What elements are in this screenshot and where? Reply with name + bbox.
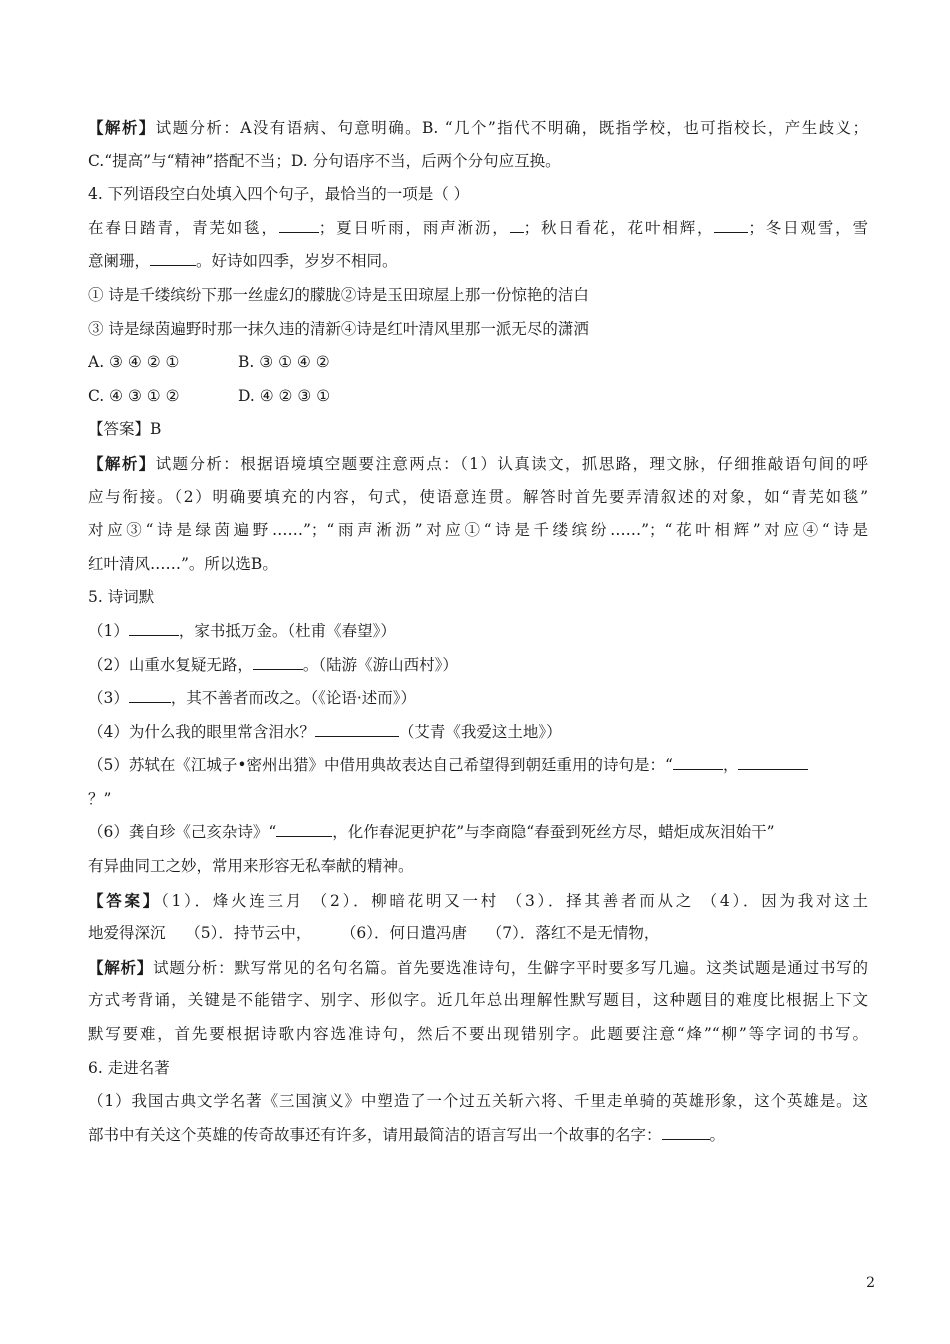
q5-item-1: （1） ，家书抵万金。（杜甫《春望》） (88, 615, 868, 649)
answer-blank (738, 754, 808, 771)
answer-blank (129, 687, 171, 704)
analysis-label: 【解析】 (88, 453, 156, 473)
q3-analysis-line-2: C.“提高”与“精神”搭配不当；D. 分句语序不当，后两个分句应互换。 (88, 151, 561, 170)
answer-blank (129, 619, 179, 636)
q5-item-6-cont: 有异曲同工之妙，常用来形容无私奉献的精神。 (88, 857, 414, 876)
answer-label: 【答案】 (88, 890, 161, 910)
q5-item-6: （6）龚自珍《己亥杂诗》“ ，化作春泥更护花”与李商隐“春蚕到死丝方尽，蜡炬成灰泪始干” (88, 816, 868, 850)
answer-blank (315, 720, 399, 737)
q5-analysis-line-1: 【解析】试题分析：默写常见的名句名篇。首先要选准诗句，生僻字平时要多写几遍。这类试题是通过书写的 (88, 957, 868, 977)
q4-stem: 4. 下列语段空白处填入四个句子，最恰当的一项是（ ） (88, 185, 470, 204)
q4-options-cd (88, 380, 868, 414)
q5-item-5: （5）苏轼在《江城子•密州出猎》中借用典故表达自己希望得到朝廷重用的诗句是：“ ， (88, 749, 868, 783)
q5-item-2: （2）山重水复疑无路， 。（陆游《游山西村》） (88, 649, 868, 683)
q4-sentences-2: ③ 诗是绿茵遍野时那一抹久违的清新④诗是红叶清风里那一派无尽的潇洒 (88, 319, 589, 338)
analysis-label: 【解析】 (88, 957, 154, 977)
q5-item-5-end: ？” (88, 789, 112, 808)
option-b: B. ③ ① ④ ② (238, 353, 330, 372)
option-c: C. ④ ③ ① ② (88, 386, 180, 405)
q5-answer-line-1: 【答案】（1）．烽火连三月 （2）．柳暗花明又一村 （3）．择其善者而从之 （4）．因为我对这土 (88, 890, 868, 910)
option-a: A. ③ ④ ② ① (88, 353, 180, 372)
document-page (88, 111, 868, 1152)
q6-item-1: （1）我国古典文学名著《三国演义》中塑造了一个过五关斩六将、千里走单骑的英雄形象，这个英雄是。这 (88, 1092, 868, 1111)
q5-analysis-line-2: 方式考背诵，关键是不能错字、别字、形似字。近几年总出理解性默写题目，这种题目的难度比根据上下文 (88, 991, 868, 1010)
q5-title: 5. 诗词默 (88, 588, 155, 607)
answer-blank (253, 653, 303, 670)
page-number: 2 (866, 1275, 875, 1291)
q4-sentences-1: ① 诗是千缕缤纷下那一丝虚幻的朦胧②诗是玉田琼屋上那一份惊艳的洁白 (88, 285, 589, 304)
q4-analysis-line-3: 对应③“诗是绿茵遍野……”；“雨声淅沥”对应①“诗是千缕缤纷……”；“花叶相辉”对应④“诗是 (88, 521, 868, 540)
answer-blank (279, 216, 319, 233)
answer-blank (662, 1123, 710, 1140)
q5-answer-line-2: 地爱得深沉 （5）．持节云中， （6）．何日遣冯唐 （7）．落红不是无情物， (88, 924, 660, 943)
q5-analysis-line-3: 默写要难，首先要根据诗歌内容选准诗句，然后不要出现错别字。此题要注意“烽”“柳”等字词的书写。 (88, 1025, 868, 1044)
answer-blank (276, 821, 332, 838)
q4-passage-line-2: 意阑珊， 。好诗如四季，岁岁不相同。 (88, 245, 868, 279)
q4-answer: 【答案】B (88, 420, 162, 439)
q6-title: 6. 走进名著 (88, 1058, 170, 1077)
analysis-label: 【解析】 (88, 118, 156, 137)
answer-blank (673, 754, 723, 771)
answer-blank (714, 216, 748, 233)
q6-item-1-cont: 部书中有关这个英雄的传奇故事还有许多，请用最简洁的语言写出一个故事的名字： 。 (88, 1119, 868, 1153)
q4-passage-line-1: 在春日踏青，青芜如毯， ；夏日听雨，雨声淅沥， ；秋日看花，花叶相辉， ；冬日观雪，雪 (88, 212, 868, 246)
q4-options-ab (88, 346, 868, 380)
q4-analysis-line-2: 应与衔接。（2）明确要填充的内容，句式，使语意连贯。解答时首先要弄清叙述的对象，如“青芜如毯” (88, 487, 868, 506)
q3-analysis-line-1: 【解析】试题分析：A没有语病、句意明确。B. “几个”指代不明确，既指学校，也可指校长，产生歧义； (88, 118, 868, 137)
q4-analysis-line-1: 【解析】试题分析：根据语境填空题要注意两点：（1）认真读文，抓思路，理文脉，仔细推敲语句间的呼 (88, 453, 868, 473)
answer-blank (510, 216, 524, 233)
q5-item-3: （3） ，其不善者而改之。（《论语·述而》） (88, 682, 868, 716)
q4-analysis-line-4: 红叶清风……”。所以选B。 (88, 554, 278, 573)
answer-blank (150, 250, 196, 267)
option-d: D. ④ ② ③ ① (238, 386, 331, 405)
q5-item-4: （4）为什么我的眼里常含泪水？ （艾青《我爱这土地》） (88, 716, 868, 750)
